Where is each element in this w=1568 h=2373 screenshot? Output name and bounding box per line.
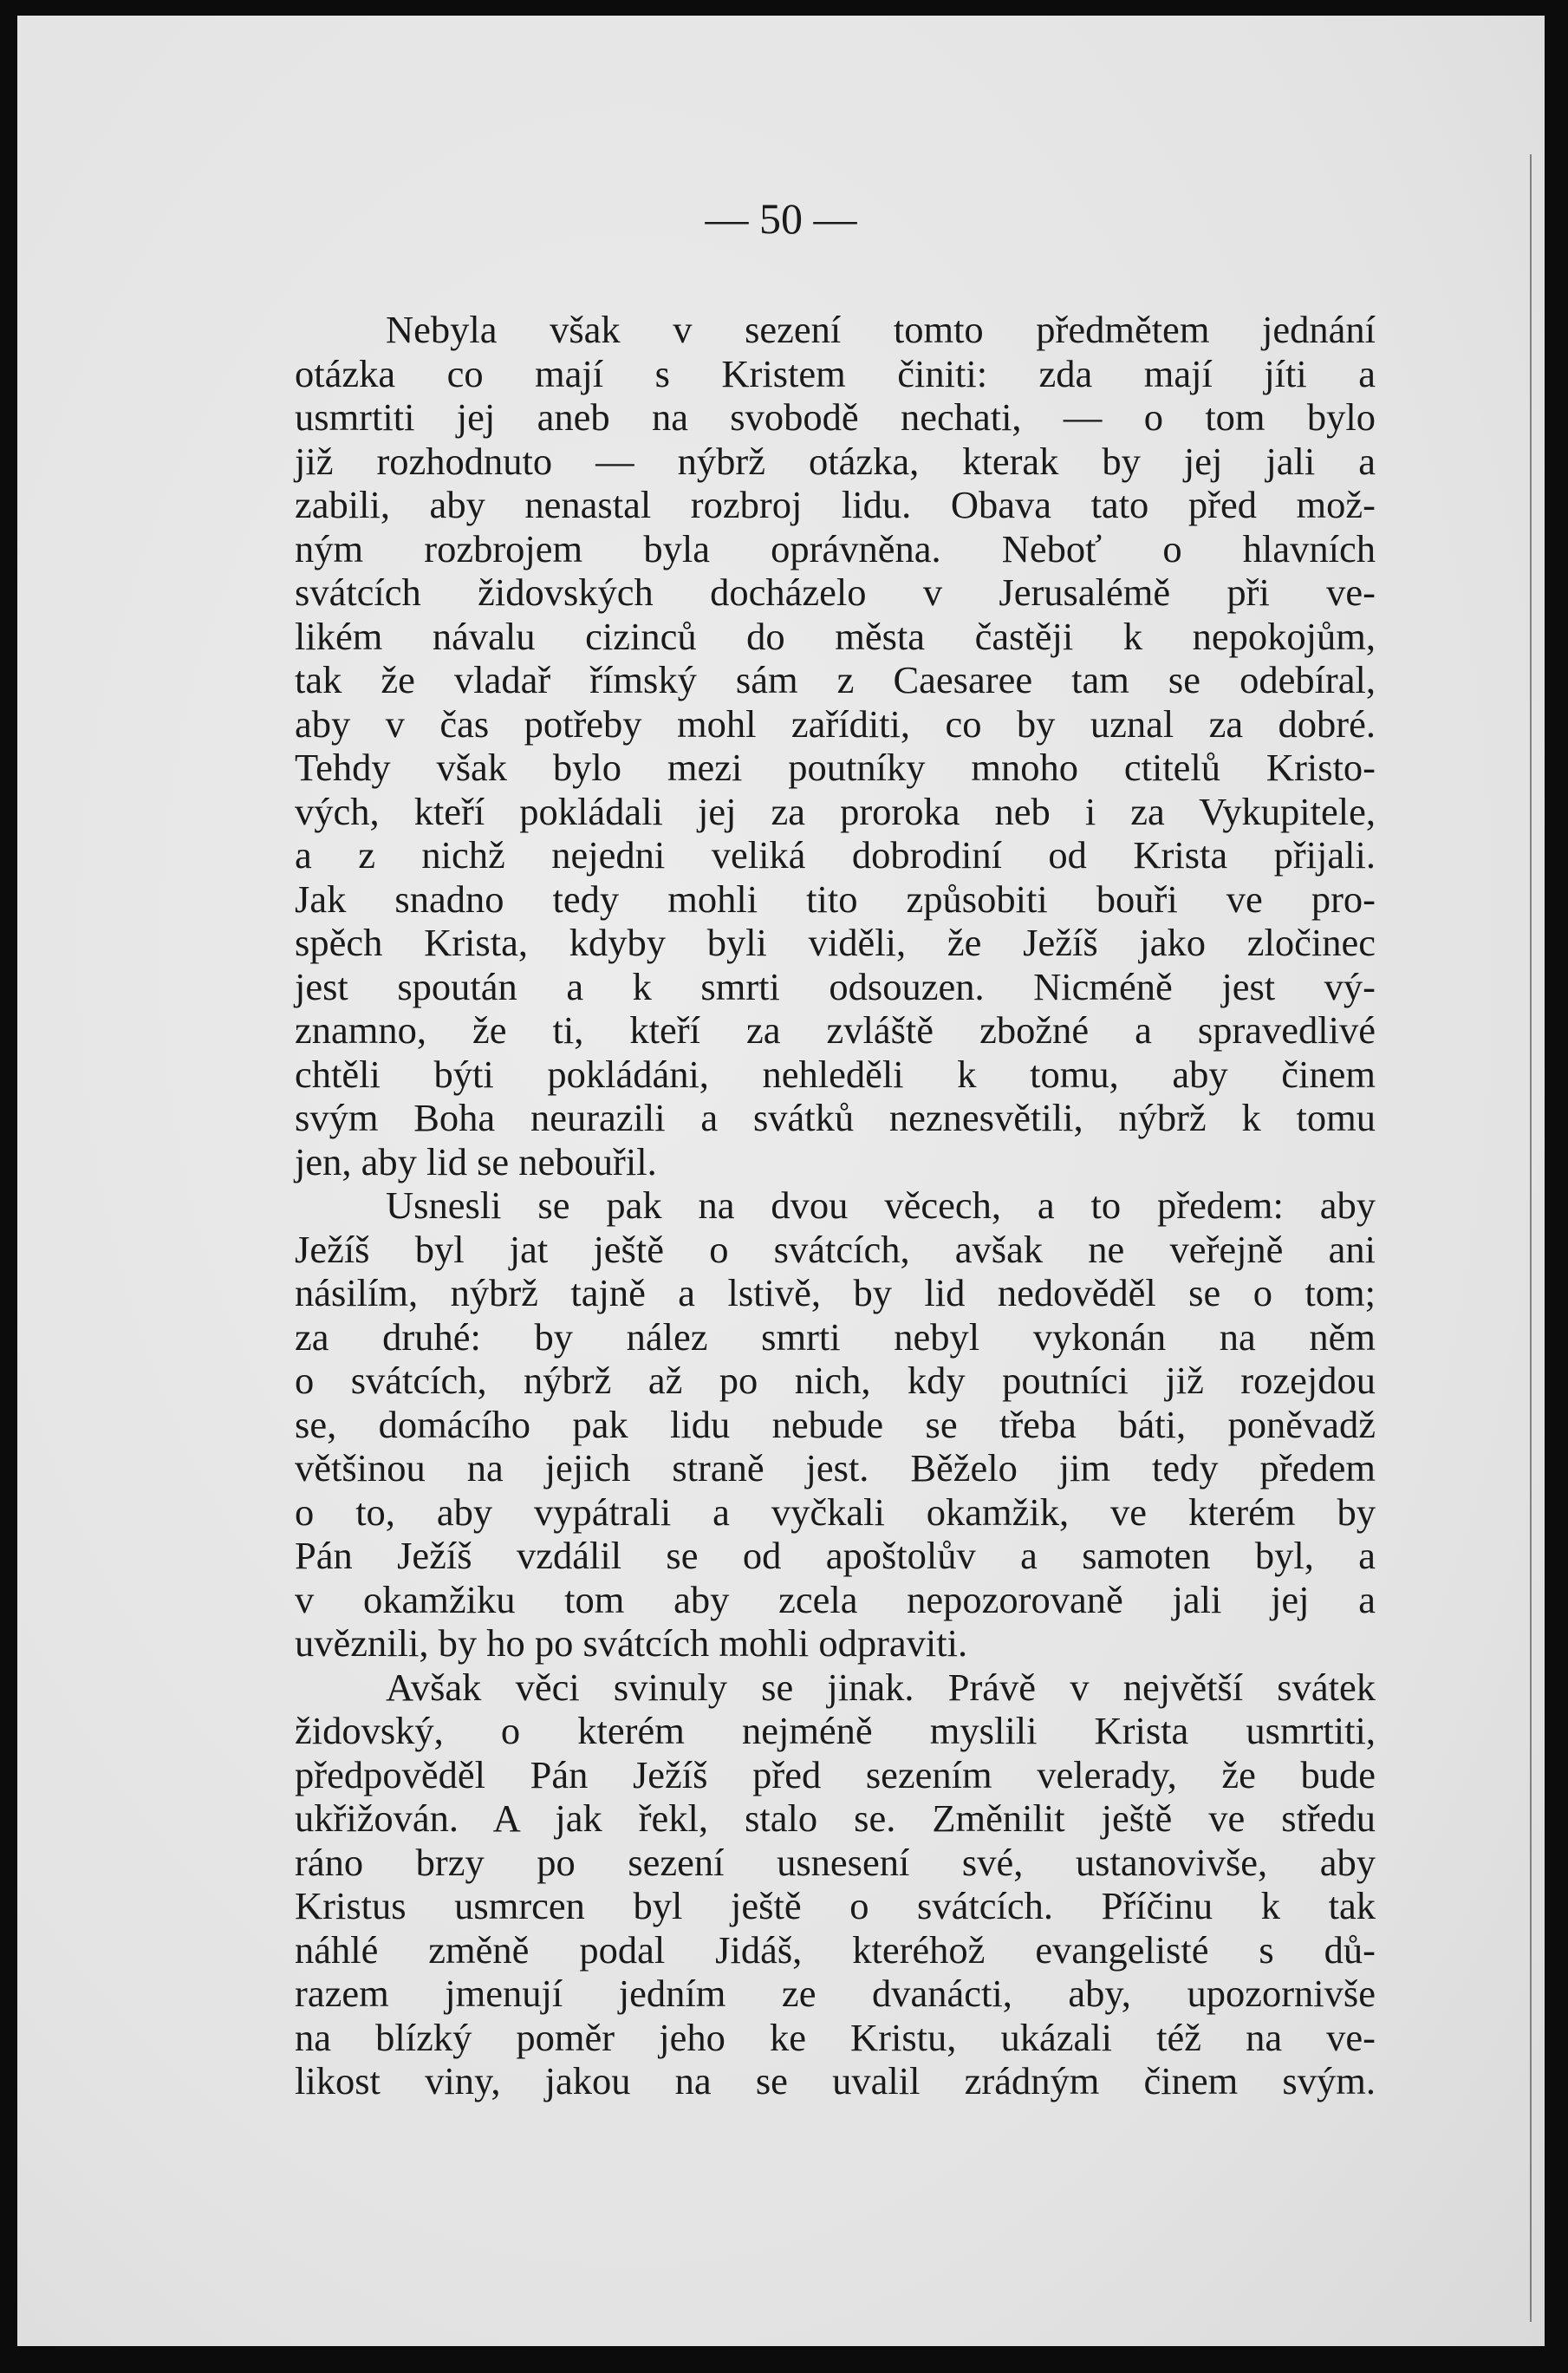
text-line: znamno, že ti, kteří za zvláště zbožné a spravedlivé: [295, 1008, 1376, 1052]
text-line: se, domácího pak lidu nebude se třeba báti, poněvadž: [295, 1402, 1376, 1446]
page-edge: [1530, 154, 1537, 2322]
text-line: Tehdy však bylo mezi poutníky mnoho ctitelů Kristo-: [295, 746, 1376, 789]
text-line: zabili, aby nenastal rozbroj lidu. Obava tato před mož-: [295, 483, 1376, 526]
text-line: Nebyla však v sezení tomto předmětem jednání: [386, 308, 1376, 351]
text-line: spěch Krista, kdyby byli viděli, že Ježíš jako zločinec: [295, 921, 1376, 964]
text-line: svátcích židovských docházelo v Jerusalémě při ve-: [295, 570, 1376, 614]
text-line: židovský, o kterém nejméně myslili Krista usmrtiti,: [295, 1709, 1376, 1752]
body-text: [295, 308, 1376, 2103]
text-line: otázka co mají s Kristem činiti: zda mají jíti a: [295, 351, 1376, 395]
text-line: a z nichž nejedni veliká dobrodiní od Krista přijali.: [295, 833, 1376, 877]
text-line: Jak snadno tedy mohli tito způsobiti bouři ve pro-: [295, 877, 1376, 921]
text-line: o to, aby vypátrali a vyčkali okamžik, ve kterém by: [295, 1490, 1376, 1534]
text-line: Ježíš byl jat ještě o svátcích, avšak ne veřejně ani: [295, 1227, 1376, 1271]
text-line: usmrtiti jej aneb na svobodě nechati, — o tom bylo: [295, 395, 1376, 439]
page-number: — 50 —: [705, 194, 857, 243]
text-line: většinou na jejich straně jest. Běželo jim tedy předem: [295, 1446, 1376, 1490]
text-line: násilím, nýbrž tajně a lstivě, by lid nedověděl se o tom;: [295, 1271, 1376, 1314]
text-line: ným rozbrojem byla oprávněna. Neboť o hlavních: [295, 526, 1376, 570]
text-line: na blízký poměr jeho ke Kristu, ukázali též na ve-: [295, 2015, 1376, 2059]
text-line: Pán Ježíš vzdálil se od apoštolův a samoten byl, a: [295, 1534, 1376, 1577]
text-line: náhlé změně podal Jidáš, kteréhož evangelisté s dů-: [295, 1927, 1376, 1972]
text-line: Avšak věci svinuly se jinak. Právě v největší svátek: [386, 1665, 1376, 1709]
text-line: chtěli býti pokládáni, nehleděli k tomu, aby činem: [295, 1052, 1376, 1096]
text-line: aby v čas potřeby mohl zaříditi, co by uznal za dobré.: [295, 701, 1376, 746]
text-line: za druhé: by nález smrti nebyl vykonán na něm: [295, 1314, 1376, 1359]
text-line: předpověděl Pán Ježíš před sezením velerady, že bude: [295, 1752, 1376, 1796]
text-line: jen, aby lid se nebouřil.: [295, 1139, 657, 1183]
text-line: Usnesli se pak na dvou věcech, a to předem: aby: [386, 1183, 1376, 1227]
text-line: ukřižován. A jak řekl, stalo se. Změnilit ještě ve středu: [295, 1796, 1376, 1840]
book-page: [17, 16, 1545, 2346]
text-line: již rozhodnuto — nýbrž otázka, kterak by jej jali a: [295, 439, 1376, 483]
text-line: svým Boha neurazili a svátků neznesvětili, nýbrž k tomu: [295, 1096, 1376, 1139]
text-line: o svátcích, nýbrž až po nich, kdy poutníci již rozejdou: [295, 1359, 1376, 1402]
text-line: jest spoután a k smrti odsouzen. Nicméně jest vý-: [295, 964, 1376, 1008]
text-line: razem jmenují jedním ze dvanácti, aby, upozornivše: [295, 1972, 1376, 2015]
text-line: tak že vladař římský sám z Caesaree tam se odebíral,: [295, 658, 1376, 701]
text-line: ráno brzy po sezení usnesení své, ustanovivše, aby: [295, 1840, 1376, 1884]
text-line: v okamžiku tom aby zcela nepozorovaně jali jej a: [295, 1577, 1376, 1621]
text-line: Kristus usmrcen byl ještě o svátcích. Příčinu k tak: [295, 1884, 1376, 1927]
text-line: likém návalu cizinců do města častěji k nepokojům,: [295, 614, 1376, 658]
text-line: uvěznili, by ho po svátcích mohli odpraviti.: [295, 1621, 968, 1665]
text-line: likost viny, jakou na se uvalil zrádným činem svým.: [295, 2059, 1376, 2102]
text-line: vých, kteří pokládali jej za proroka neb i za Vykupitele,: [295, 789, 1376, 833]
